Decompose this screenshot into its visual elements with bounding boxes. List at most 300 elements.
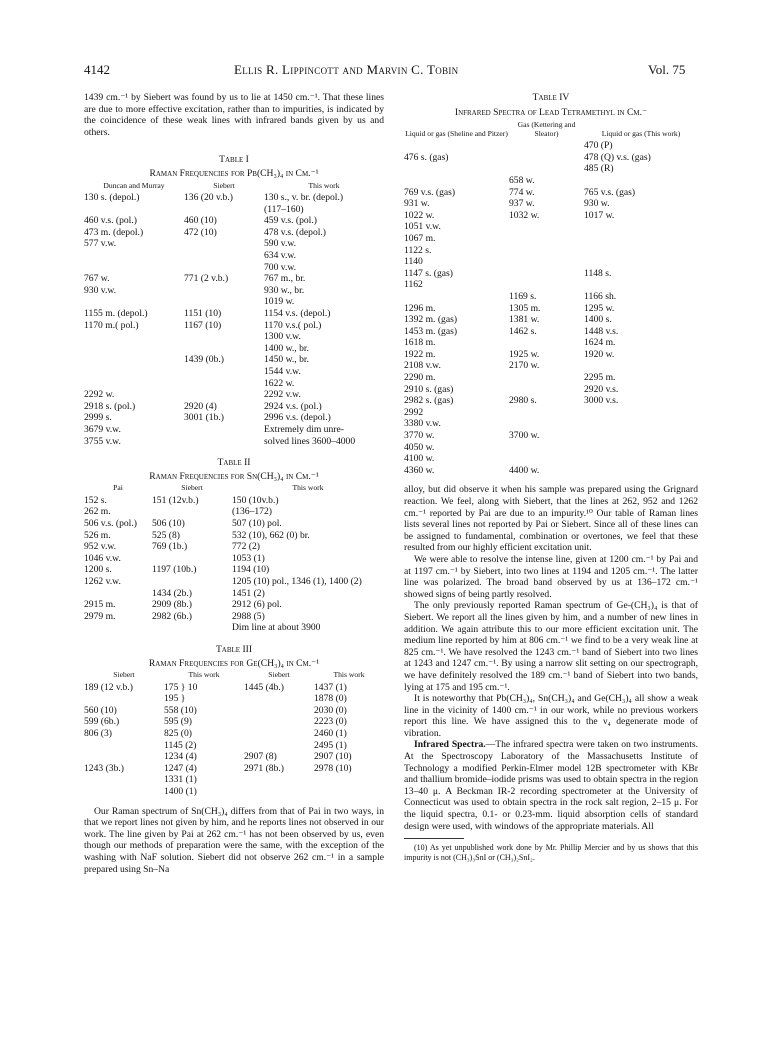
table-row: [404, 233, 698, 245]
table-cell: 1400 s.: [584, 314, 612, 326]
table-row: [84, 262, 384, 274]
table-row: [404, 395, 698, 407]
table-row: [84, 751, 384, 763]
table-cell: [152, 576, 232, 588]
table-cell: [244, 774, 314, 786]
table-row: [84, 576, 384, 588]
table-cell: 1140: [404, 256, 423, 268]
table-cell: [244, 705, 314, 717]
table-row: [404, 303, 698, 315]
table-cell: 1622 w.: [264, 377, 295, 389]
table3-label: Table III: [215, 643, 253, 655]
table-cell: 1400 (1): [164, 785, 197, 797]
table-cell: 1296 m.: [404, 302, 436, 314]
table-cell: [184, 378, 264, 390]
table-cell: 478 (Q) v.s. (gas): [584, 151, 651, 163]
table-cell: 2915 m.: [84, 599, 116, 611]
table-cell: 2920 (4): [184, 400, 217, 412]
table-row: [404, 175, 698, 187]
table-header-row: [404, 121, 698, 140]
table-cell: 558 (10): [164, 704, 197, 716]
table-cell: [244, 728, 314, 740]
page-number: 4142: [84, 62, 110, 77]
table-cell: [84, 740, 164, 752]
table-row: [84, 320, 384, 332]
table-cell: 1169 s.: [509, 290, 537, 302]
table-cell: 476 s. (gas): [404, 151, 449, 163]
table-cell: 506 v.s. (pol.): [84, 518, 137, 529]
table-cell: [404, 291, 509, 303]
table-cell: 1053 (1): [232, 552, 265, 564]
table-cell: 1262 v.w.: [84, 575, 121, 587]
table-cell: [584, 360, 698, 372]
table-cell: 1167 (10): [184, 319, 222, 331]
table-row: [84, 740, 384, 752]
column-header: This work: [308, 180, 340, 190]
table-cell: 937 w.: [509, 198, 535, 210]
table-cell: 472 (10): [184, 226, 217, 238]
table1-label: Table I: [219, 154, 249, 166]
footnote: (10) As yet unpublished work done by Mr. Phillip Mercier and by us shows that this impurity is not (CH₃)₃SnI or (CH₃)₂SnI₂.: [404, 843, 698, 862]
table-cell: [84, 296, 184, 308]
table-row: [404, 384, 698, 396]
table4-title: Infrared Spectra of Lead Tetramethyl in Cm.⁻: [454, 106, 648, 118]
table-cell: 2295 m.: [584, 372, 616, 384]
table-cell: 2170 w.: [509, 360, 540, 372]
table-row: [84, 506, 384, 518]
body-paragraph-5: [404, 739, 698, 832]
table-cell: 2292 w.: [84, 389, 115, 401]
table-cell: [244, 740, 314, 752]
table-cell: 532 (10), 662 (0) br.: [232, 529, 310, 541]
table-cell: 930 w.: [584, 198, 610, 210]
table-cell: 460 (10): [184, 215, 217, 227]
table-row: [84, 331, 384, 343]
table-cell: 1462 s.: [509, 325, 537, 337]
section-heading-infrared: Infrared Spectra.: [414, 739, 486, 751]
table-cell: 1032 w.: [509, 209, 540, 221]
table-row: [84, 599, 384, 611]
table-cell: 767 w.: [84, 273, 110, 285]
table-row: [404, 314, 698, 326]
table-cell: 526 m.: [84, 529, 111, 541]
table-row: [84, 530, 384, 542]
table-cell: [584, 465, 698, 477]
table-cell: 577 v.w.: [84, 238, 117, 250]
table3-title: Raman Frequencies for Ge(CH₃)₄ in Cm.⁻¹: [148, 657, 320, 669]
table-cell: 1920 w.: [584, 348, 615, 360]
table-cell: 506 (10): [152, 518, 185, 529]
table-row: [84, 412, 384, 424]
table-row: [404, 326, 698, 338]
table-row: [84, 378, 384, 390]
table-cell: 825 (0): [164, 728, 192, 739]
table-cell: 2495 (1): [314, 739, 347, 751]
table-cell: 4050 w.: [404, 441, 435, 453]
table-cell: [509, 221, 584, 233]
table-row: [404, 291, 698, 303]
table-row: [84, 682, 384, 694]
table-cell: [184, 436, 264, 448]
column-header: Liquid or gas (This work): [601, 128, 681, 138]
table-row: [84, 763, 384, 775]
table-cell: [404, 163, 509, 175]
table-cell: Dim line at about 3900: [232, 622, 321, 634]
table-cell: [584, 233, 698, 245]
table-cell: (136–172): [232, 506, 272, 518]
table-cell: 1170 m.( pol.): [84, 319, 139, 331]
table-cell: 2290 m.: [404, 372, 436, 384]
table-cell: [184, 262, 264, 274]
table-cell: 2980 s.: [509, 395, 537, 407]
table-cell: [509, 384, 584, 396]
table4-label: Table IV: [532, 92, 570, 103]
table-cell: [509, 407, 584, 419]
table-cell: 772 (2): [232, 541, 260, 553]
table-cell: [84, 204, 184, 216]
table-cell: 1234 (4): [164, 751, 197, 763]
body-paragraph-2: We were able to resolve the intense line, given at 1200 cm.⁻¹ by Pai and at 1197 cm.⁻¹ by Siebert, into two lines at 1194 and 1205 cm.⁻¹. The latter line was polarized. The broad band observed by us at 136–172 cm.⁻¹ showed signs of being partly resolved.: [404, 553, 698, 600]
table-cell: [584, 221, 698, 233]
table-row: [404, 465, 698, 477]
table-cell: 1154 v.s. (depol.): [264, 308, 331, 319]
table-cell: 590 v.w.: [264, 238, 297, 250]
table-cell: [584, 418, 698, 430]
table-cell: 1434 (2b.): [152, 587, 192, 599]
table-row: [84, 588, 384, 600]
table-cell: 634 v.w.: [264, 250, 297, 262]
table-cell: 1166 sh.: [584, 290, 617, 302]
table-cell: 1194 (10): [232, 564, 270, 576]
table-cell: 2920 v.s.: [584, 383, 619, 395]
table-cell: [84, 354, 184, 366]
table-row: [84, 786, 384, 798]
column-header: Pai: [113, 483, 123, 493]
column-header: Gas (Kettering and Sleator): [517, 120, 576, 138]
column-header: This work: [188, 670, 220, 680]
table-cell: [584, 442, 698, 454]
table-cell: [184, 285, 264, 297]
table-row: [84, 436, 384, 448]
table-cell: 700 v.w.: [264, 261, 297, 273]
table-cell: [509, 152, 584, 164]
table-cell: 2918 s. (pol.): [84, 400, 136, 412]
table-cell: [509, 279, 584, 291]
table-row: [84, 705, 384, 717]
table-cell: 2999 s.: [84, 412, 112, 424]
table-row: [404, 152, 698, 164]
table-cell: [509, 372, 584, 384]
table-cell: [509, 268, 584, 280]
table-cell: 136 (20 v.b.): [184, 192, 233, 204]
table-cell: 1247 (4): [164, 762, 197, 774]
column-header: Siebert: [181, 483, 203, 493]
table2-title: Raman Frequencies for Sn(CH₃)₄ in Cm.⁻¹: [149, 470, 319, 482]
table-cell: 2907 (8): [244, 751, 277, 763]
table-cell: 1067 m.: [404, 232, 436, 244]
table-cell: 175 } 10: [164, 681, 198, 693]
table-cell: 1437 (1): [314, 681, 347, 693]
table-cell: [184, 296, 264, 308]
table-cell: [509, 337, 584, 349]
table-cell: 1381 w.: [509, 314, 540, 326]
table-row: [404, 453, 698, 465]
table-cell: 806 (3): [84, 728, 112, 739]
table-row: [84, 192, 384, 204]
table-cell: [509, 256, 584, 268]
table-row: [84, 238, 384, 250]
table-cell: [184, 204, 264, 216]
table-cell: 1451 (2): [232, 587, 265, 599]
table-cell: 478 v.s. (depol.): [264, 226, 326, 238]
table-cell: 1197 (10b.): [152, 564, 197, 576]
table-cell: 1392 m. (gas): [404, 314, 458, 326]
table-cell: [244, 693, 314, 705]
table-cell: [244, 716, 314, 728]
table-row: [404, 349, 698, 361]
table-cell: 130 s., v. br. (depol.): [264, 192, 344, 204]
table3: [84, 671, 384, 797]
table-cell: [244, 786, 314, 798]
table-row: [84, 273, 384, 285]
left-column: [84, 92, 384, 875]
table-cell: 1017 w.: [584, 209, 615, 221]
running-head: Ellis R. Lippincott and Marvin C. Tobin: [234, 62, 459, 77]
table-cell: 1400 w., br.: [264, 342, 309, 354]
table-cell: [84, 786, 164, 798]
table-cell: 2924 v.s. (pol.): [264, 400, 322, 412]
table-cell: 1019 w.: [264, 296, 295, 308]
table-row: [404, 372, 698, 384]
table-cell: 1439 (0b.): [184, 354, 224, 366]
table-row: [84, 774, 384, 786]
table-cell: [84, 774, 164, 786]
table-row: [404, 187, 698, 199]
table-cell: [84, 622, 152, 634]
table-cell: 3700 w.: [509, 430, 540, 442]
table-cell: 1300 v.w.: [264, 331, 301, 343]
table-row: [84, 728, 384, 740]
table-cell: 460 v.s. (pol.): [84, 215, 137, 227]
table-cell: 1243 (3b.): [84, 762, 124, 774]
table-cell: 1925 w.: [509, 348, 540, 360]
table-cell: [84, 588, 152, 600]
column-header: Duncan and Murray: [103, 180, 165, 190]
table-cell: [84, 250, 184, 262]
table-cell: [509, 418, 584, 430]
table-row: [404, 198, 698, 210]
table-row: [84, 204, 384, 216]
table-cell: [509, 442, 584, 454]
table-cell: 1122 s.: [404, 244, 432, 256]
column-header: Siebert: [213, 180, 235, 190]
table-cell: 473 m. (depol.): [84, 226, 144, 238]
table-cell: 3000 v.s.: [584, 395, 619, 407]
table-cell: [584, 245, 698, 257]
table-cell: 1445 (4b.): [244, 681, 284, 693]
table-row: [84, 354, 384, 366]
table-cell: 1618 m.: [404, 337, 436, 349]
table-row: [84, 215, 384, 227]
table-cell: 1200 s.: [84, 564, 112, 576]
table-row: [404, 430, 698, 442]
table-cell: [152, 622, 232, 634]
table-cell: 4400 w.: [509, 464, 540, 476]
table-cell: 3755 v.w.: [84, 435, 121, 447]
table-header-row: [84, 671, 384, 682]
table-cell: [84, 343, 184, 355]
table-row: [84, 716, 384, 728]
table-cell: 930 v.w.: [84, 284, 117, 296]
table-cell: 765 v.s. (gas): [584, 186, 636, 198]
table-row: [404, 245, 698, 257]
table-cell: [404, 140, 509, 152]
table-cell: 767 m., br.: [264, 273, 306, 285]
table-cell: [509, 163, 584, 175]
table-cell: 2030 (0): [314, 704, 347, 716]
table-row: [84, 541, 384, 553]
table-row: [84, 401, 384, 413]
table-cell: 2982 (6b.): [152, 610, 192, 622]
table-cell: [84, 262, 184, 274]
table-row: [404, 221, 698, 233]
table-cell: [314, 786, 384, 798]
table-row: [404, 163, 698, 175]
body-paragraph-5-text: —The infrared spectra were taken on two instruments. At the Spectroscopy Laboratory of the Massachusetts Institute of Technology a modified Perkin-Elmer model 12B spectrometer with KBr and thallium bromide–iodide prisms was used to obtain spectra in the region 13–40 μ. A Beckman IR-2 recording spectrometer at the University of Connecticut was used to obtain spectra in the rock salt region, 2–15 μ. For the liquid spectra, 0.1- or 0.23-mm. liquid absorption cells of standard design were used, with windows of the appropriate materials. All: [404, 739, 698, 832]
table-cell: [152, 553, 232, 565]
table-row: [84, 622, 384, 634]
table-cell: [584, 175, 698, 187]
table-cell: [404, 175, 509, 187]
table-cell: 1295 w.: [584, 302, 615, 314]
table-row: [84, 366, 384, 378]
table-cell: [84, 378, 184, 390]
table-row: [84, 389, 384, 401]
table-cell: (117–160): [264, 203, 304, 215]
table-row: [404, 268, 698, 280]
table-cell: 2982 s. (gas): [404, 395, 454, 407]
table-cell: [152, 506, 232, 518]
table-cell: 769 v.s. (gas): [404, 186, 456, 198]
table-cell: 774 w.: [509, 186, 535, 198]
outro-paragraph: Our Raman spectrum of Sn(CH₃)₄ differs from that of Pai in two ways, in that we report lines not given by him, and he reports lines not observed in our work. The line given by Pai at 262 cm.⁻¹ has not been observed by us, even though our methods of preparation were the same, with the exception of the washing with NaF solution. Siebert did not observe 262 cm.⁻¹ in a sample prepared using Sn–Na: [84, 805, 384, 875]
table-cell: 151 (12v.b.): [152, 494, 199, 506]
table-cell: 1878 (0): [314, 693, 347, 705]
table-cell: 1305 m.: [509, 302, 541, 314]
table-cell: [584, 430, 698, 442]
table-cell: 2907 (10): [314, 751, 352, 763]
table-row: [84, 611, 384, 623]
table-cell: 769 (1b.): [152, 541, 188, 553]
table4: [404, 121, 698, 476]
table-cell: [184, 331, 264, 343]
table-cell: 150 (10v.b.): [232, 494, 279, 506]
table-cell: 560 (10): [84, 704, 117, 716]
table-row: [404, 418, 698, 430]
table-cell: [584, 407, 698, 419]
table-cell: [584, 279, 698, 291]
table-row: [404, 140, 698, 152]
table-cell: 1544 v.w.: [264, 365, 301, 377]
table-cell: 1922 m.: [404, 348, 436, 360]
table-cell: 2979 m.: [84, 610, 116, 622]
table-cell: [84, 331, 184, 343]
table1-title: Raman Frequencies for Pb(CH₃)₄ in Cm.⁻¹: [149, 167, 319, 179]
table-row: [84, 693, 384, 705]
table-cell: 470 (P): [584, 140, 613, 152]
column-header: Siebert: [113, 670, 135, 680]
table-cell: 952 v.w.: [84, 541, 117, 553]
table-cell: 4100 w.: [404, 453, 435, 465]
table-cell: 262 m.: [84, 506, 111, 518]
table-cell: Extremely dim unre-: [264, 423, 344, 435]
table-cell: [184, 250, 264, 262]
table-cell: 599 (6b.): [84, 716, 120, 728]
column-header: Liquid or gas (Sheline and Pitzer): [405, 128, 508, 138]
column-header: Siebert: [268, 670, 290, 680]
table-cell: 3001 (1b.): [184, 412, 224, 424]
table-cell: 485 (R): [584, 163, 614, 175]
table-cell: 2909 (8b.): [152, 599, 192, 611]
table-cell: 525 (8): [152, 529, 180, 541]
right-column: [404, 92, 698, 862]
table2-label: Table II: [217, 457, 251, 469]
table-row: [84, 343, 384, 355]
table-cell: 2996 v.s. (depol.): [264, 412, 331, 424]
table-cell: 189 (12 v.b.): [84, 681, 133, 693]
table-row: [84, 518, 384, 530]
intro-paragraph: 1439 cm.⁻¹ by Siebert was found by us to lie at 1450 cm.⁻¹. That these lines are due to more effective excitation, rather than to impurities, is indicated by the coincidence of these weak lines with infrared bands given by us and others.: [84, 92, 384, 138]
table-cell: 1170 v.s.( pol.): [264, 319, 322, 331]
table-cell: 2460 (1): [314, 728, 347, 739]
table-row: [84, 296, 384, 308]
table-cell: 595 (9): [164, 716, 192, 728]
table-cell: [184, 424, 264, 436]
table-cell: 931 w.: [404, 198, 430, 210]
table-cell: 2223 (0): [314, 716, 347, 728]
table-cell: 2108 v.w.: [404, 360, 441, 372]
table-row: [84, 308, 384, 320]
table-row: [404, 210, 698, 222]
table-cell: [509, 453, 584, 465]
table-cell: 658 w.: [509, 174, 535, 186]
table2: [84, 484, 384, 634]
table-row: [84, 564, 384, 576]
table-cell: 1147 s. (gas): [404, 267, 453, 279]
table-row: [84, 285, 384, 297]
table-cell: 2971 (8b.): [244, 762, 284, 774]
table-cell: 3770 w.: [404, 430, 435, 442]
table-row: [404, 442, 698, 454]
table-cell: 3679 v.w.: [84, 423, 121, 435]
table-cell: 3380 v.w.: [404, 418, 441, 430]
table-cell: 930 w., br.: [264, 284, 305, 296]
table-cell: 1624 m.: [584, 337, 616, 349]
table-cell: 1145 (2): [164, 739, 197, 751]
table-cell: 771 (2 v.b.): [184, 273, 229, 285]
table-header-row: [84, 182, 384, 193]
table-cell: 2912 (6) pol.: [232, 599, 282, 611]
table-row: [404, 279, 698, 291]
table-cell: 2292 v.w.: [264, 389, 301, 401]
table-cell: [184, 238, 264, 250]
table-row: [84, 424, 384, 436]
table-cell: 2978 (10): [314, 762, 352, 774]
table-cell: 2988 (5): [232, 610, 265, 622]
table-cell: 1162: [404, 279, 423, 291]
table-cell: 195 }: [164, 693, 186, 705]
table-cell: [584, 453, 698, 465]
